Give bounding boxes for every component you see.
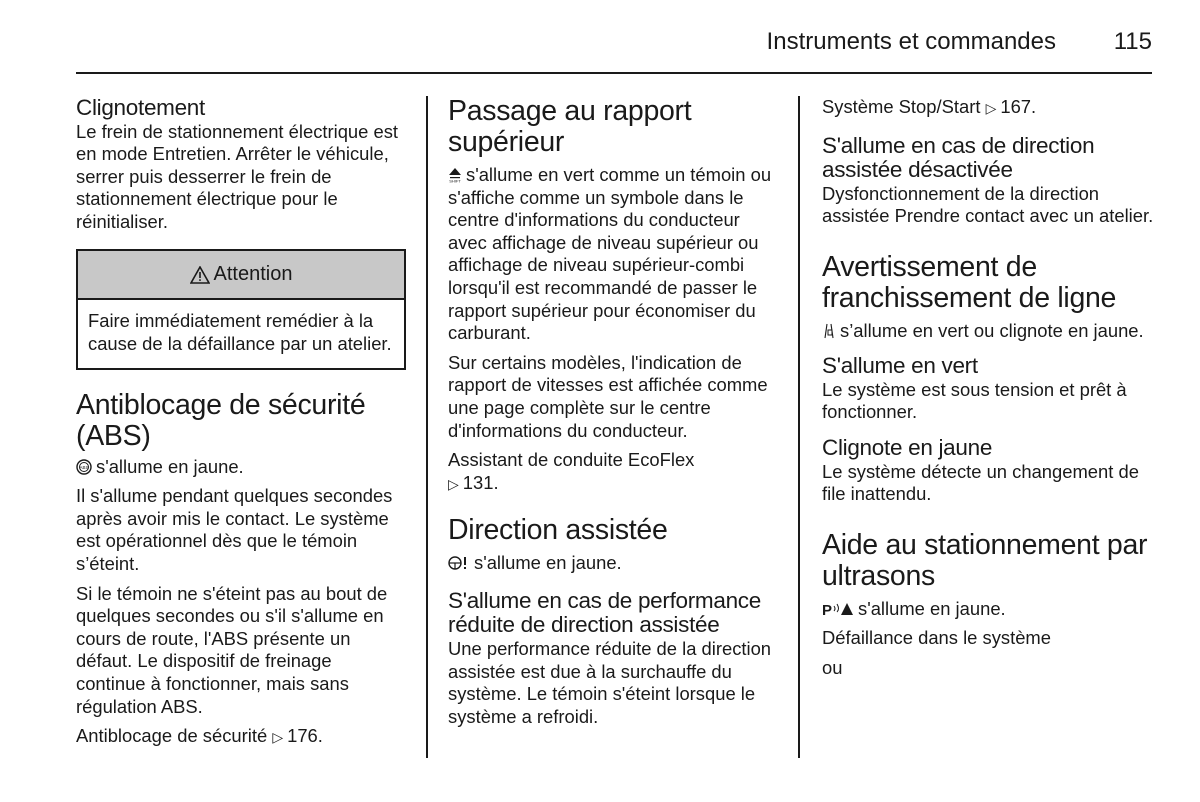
abs-icon xyxy=(76,459,92,475)
section-title: Instruments et commandes xyxy=(766,28,1056,55)
heading-aide-line1: Aide au stationnement par xyxy=(822,528,1148,561)
svg-text:ABS: ABS xyxy=(79,464,89,470)
abs-icon-text: s'allume en jaune. xyxy=(96,455,244,477)
reference-arrow-icon: ▷ xyxy=(272,729,284,746)
reference-arrow-icon: ▷ xyxy=(985,100,997,116)
page-number: 115 xyxy=(1113,28,1152,55)
heading-clignotement: Clignotement xyxy=(76,95,205,120)
passage-1-text: s'allume en vert comme un témoin ou s'affiche comme un symbole dans le centre d'informations du conducteur avec affichage de niveau supérieur ou affichage de niveau supérieur-combi lorsqu'il est recommandé de passer le rapport supérieur pour économiser du carburant. xyxy=(448,164,772,344)
paragraph-vert: Le système est sous tension et prêt à fonctionner. xyxy=(822,378,1127,423)
attention-header xyxy=(78,251,404,300)
heading-ligne-line2: franchissement de ligne xyxy=(822,281,1117,314)
page-header xyxy=(76,24,1152,74)
heading-passage-line2: supérieur xyxy=(448,126,565,158)
stopstart-ref[interactable]: 167. xyxy=(1000,96,1037,117)
heading-passage xyxy=(448,96,782,158)
heading-abs-line1: Antiblocage de sécurité xyxy=(76,388,366,421)
passage-3-ref[interactable]: 131. xyxy=(462,471,499,493)
heading-perf-line2: réduite de direction assistée xyxy=(448,612,720,638)
aide-1-text: s'allume en jaune. xyxy=(858,597,1006,619)
heading-perf-line1: S'allume en cas de performance xyxy=(448,587,761,613)
heading-aide xyxy=(822,530,1156,592)
column-1 xyxy=(76,96,406,749)
heading-perf xyxy=(448,589,782,638)
heading-desactivee-line1: S'allume en cas de direction xyxy=(822,132,1095,158)
paragraph-abs-2: Si le témoin ne s'éteint pas au bout de quelques secondes ou s'il s'allume en cours de route, l'ABS présente un défaut. Le dispositif de freinage continue à fonctionner, mais sans régulation ABS. xyxy=(76,582,388,717)
heading-ligne xyxy=(822,252,1156,314)
paragraph-aide-1 xyxy=(822,598,1156,621)
paragraph-passage-3 xyxy=(448,449,782,495)
reference-arrow-icon: ▷ xyxy=(448,475,459,492)
direction-text: s'allume en jaune. xyxy=(474,552,622,574)
column-3 xyxy=(822,96,1156,680)
heading-abs-line2: (ABS) xyxy=(76,419,151,452)
abs-ref-text: Antiblocage de sécurité xyxy=(76,725,268,747)
column-divider xyxy=(426,96,428,758)
warning-triangle-icon xyxy=(190,266,210,284)
paragraph-direction xyxy=(448,552,782,575)
paragraph-passage-2: Sur certains modèles, l'indication de rapport de vitesses est affichée comme une page complète sur le centre d'informations du conducteur. xyxy=(448,351,768,441)
upshift-icon xyxy=(448,167,462,183)
svg-text:SHIFT: SHIFT xyxy=(449,178,461,183)
heading-abs xyxy=(76,390,406,452)
lane-departure-icon xyxy=(822,323,836,339)
heading-desactivee xyxy=(822,134,1156,183)
heading-ligne-line1: Avertissement de xyxy=(822,250,1037,283)
heading-direction: Direction assistée xyxy=(448,514,668,547)
paragraph-clignotement: Le frein de stationnement électrique est en mode Entretien. Arrêter le véhicule, serrer puis desserrer le frein de stationnement électrique pour le réinitialiser. xyxy=(76,120,399,232)
attention-body xyxy=(78,300,404,367)
svg-text:P: P xyxy=(822,601,833,617)
paragraph-stopstart xyxy=(822,96,1156,120)
heading-passage-line1: Passage au rapport xyxy=(448,95,692,127)
paragraph-perf: Une performance réduite de la direction assistée est due à la surchauffe du système. Le témoin s'éteint lorsque le système a refroidi. xyxy=(448,637,772,727)
ligne-text: s’allume en vert ou clignote en jaune. xyxy=(840,319,1144,341)
paragraph-clignote: Le système détecte un changement de file inattendu. xyxy=(822,460,1139,505)
column-2 xyxy=(448,96,782,728)
paragraph-abs-1: Il s'allume pendant quelques secondes après avoir mis le contact. Le système est opérationnel dès que le témoin s’éteint. xyxy=(76,485,393,575)
stopstart-text: Système Stop/Start xyxy=(822,96,981,117)
heading-vert: S'allume en vert xyxy=(822,353,978,379)
paragraph-aide-2: Défaillance dans le système xyxy=(822,627,1051,649)
heading-aide-line2: ultrasons xyxy=(822,559,935,592)
parking-assist-icon xyxy=(822,601,854,617)
heading-desactivee-line2: assistée désactivée xyxy=(822,157,1013,183)
attention-title: Attention xyxy=(213,263,293,286)
paragraph-passage-1 xyxy=(448,164,782,345)
paragraph-abs-ref xyxy=(76,725,406,749)
paragraph-abs-icon xyxy=(76,456,406,479)
steering-icon xyxy=(448,555,470,571)
paragraph-aide-3: ou xyxy=(822,656,843,678)
attention-text: Faire immédiatement remédier à la cause de la défaillance par un atelier. xyxy=(88,310,392,355)
paragraph-desactivee: Dysfonctionnement de la direction assistée Prendre contact avec un atelier. xyxy=(822,182,1154,227)
attention-box xyxy=(76,249,406,369)
passage-3-text: Assistant de conduite EcoFlex xyxy=(448,449,695,471)
heading-clignote: Clignote en jaune xyxy=(822,435,993,461)
paragraph-ligne xyxy=(822,320,1156,343)
column-divider xyxy=(798,96,800,758)
abs-ref-page[interactable]: 176. xyxy=(287,725,323,747)
